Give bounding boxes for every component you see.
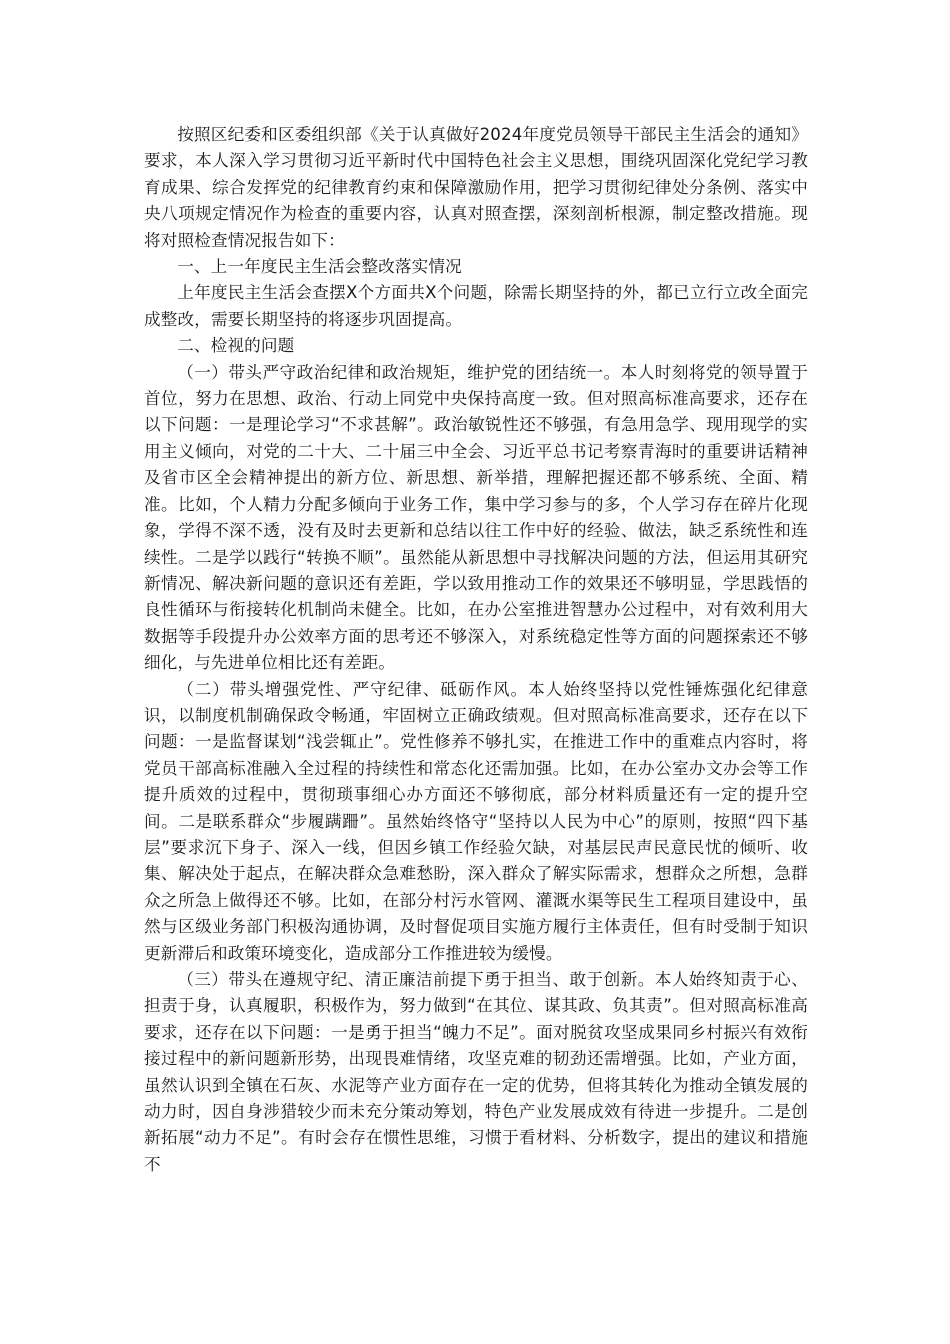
intro-paragraph: 按照区纪委和区委组织部《关于认真做好2024年度党员领导干部民主生活会的通知》要求，本人深入学习贯彻习近平新时代中国特色社会主义思想，围绕巩固深化党纪学习教育成果、综合发挥党的纪律教育约束和保障激励作用，把学习贯彻纪律处分条例、落实中央八项规定情况作为检查的重要内容，认真对照查摆，深刻剖析根源，制定整改措施。现将对照检查情况报告如下： xyxy=(144,125,808,250)
section-heading-problems: 二、检视的问题 xyxy=(177,336,295,356)
problem-paragraph-3: （三）带头在遵规守纪、清正廉洁前提下勇于担当、敢于创新。本人始终知责于心、担责于身，认真履职，积极作为，努力做到“在其位、谋其政、负其责”。但对照高标准高要求，还存在以下问题：一是勇于担当“魄力不足”。面对脱贫攻坚成果同乡村振兴有效衔接过程中的新问题新形势，出现畏难情绪，攻坚克难的韧劲还需增强。比如，产业方面，虽然认识到全镇在石灰、水泥等产业方面存在一定的优势，但将其转化为推动全镇发展的动力时，因自身涉猎较少而未充分策动筹划，特色产业发展成效有待进一步提升。二是创新拓展“动力不足”。有时会存在惯性思维，习惯于看材料、分析数字，提出的建议和措施不 xyxy=(144,970,808,1174)
document-body xyxy=(144,122,808,1178)
rectification-paragraph: 上年度民主生活会查摆X个方面共X个问题，除需长期坚持的外，都已立行立改全面完成整改，需要长期坚持的将逐步巩固提高。 xyxy=(144,283,808,329)
problem-paragraph-2: （二）带头增强党性、严守纪律、砥砺作风。本人始终坚持以党性锤炼强化纪律意识，以制度机制确保政令畅通，牢固树立正确政绩观。但对照高标准高要求，还存在以下问题：一是监督谋划“浅尝辄止”。党性修养不够扎实，在推进工作中的重难点内容时，将党员干部高标准融入全过程的持续性和常态化还需加强。比如，在办公室办文办会等工作提升质效的过程中，贯彻琐事细心办方面还不够彻底，部分材料质量还有一定的提升空间。二是联系群众“步履蹒跚”。虽然始终恪守“坚持以人民为中心”的原则，按照“四下基层”要求沉下身子、深入一线，但因乡镇工作经验欠缺，对基层民声民意民忧的倾听、收集、解决处于起点，在解决群众急难愁盼，深入群众了解实际需求，想群众之所想，急群众之所急上做得还不够。比如，在部分村污水管网、灌溉水渠等民生工程项目建设中，虽然与区级业务部门积极沟通协调，及时督促项目实施方履行主体责任，但有时受制于知识更新滞后和政策环境变化，造成部分工作推进较为缓慢。 xyxy=(144,679,808,963)
section-heading-rectification: 一、上一年度民主生活会整改落实情况 xyxy=(177,257,462,277)
problem-paragraph-1: （一）带头严守政治纪律和政治规矩，维护党的团结统一。本人时刻将党的领导置于首位，努力在思想、政治、行动上同党中央保持高度一致。但对照高标准高要求，还存在以下问题：一是理论学习“不求甚解”。政治敏锐性还不够强，有急用急学、现用现学的实用主义倾向，对党的二十大、二十届三中全会、习近平总书记考察青海时的重要讲话精神及省市区全会精神提出的新方位、新思想、新举措，理解把握还都不够系统、全面、精准。比如，个人精力分配多倾向于业务工作，集中学习参与的多，个人学习存在碎片化现象，学得不深不透，没有及时去更新和总结以往工作中好的经验、做法，缺乏系统性和连续性。二是学以践行“转换不顺”。虽然能从新思想中寻找解决问题的方法，但运用其研究新情况、解决新问题的意识还有差距，学以致用推动工作的效果还不够明显，学思践悟的良性循环与衔接转化机制尚未健全。比如，在办公室推进智慧办公过程中，对有效利用大数据等手段提升办公效率方面的思考还不够深入，对系统稳定性等方面的问题探索还不够细化，与先进单位相比还有差距。 xyxy=(144,362,808,673)
